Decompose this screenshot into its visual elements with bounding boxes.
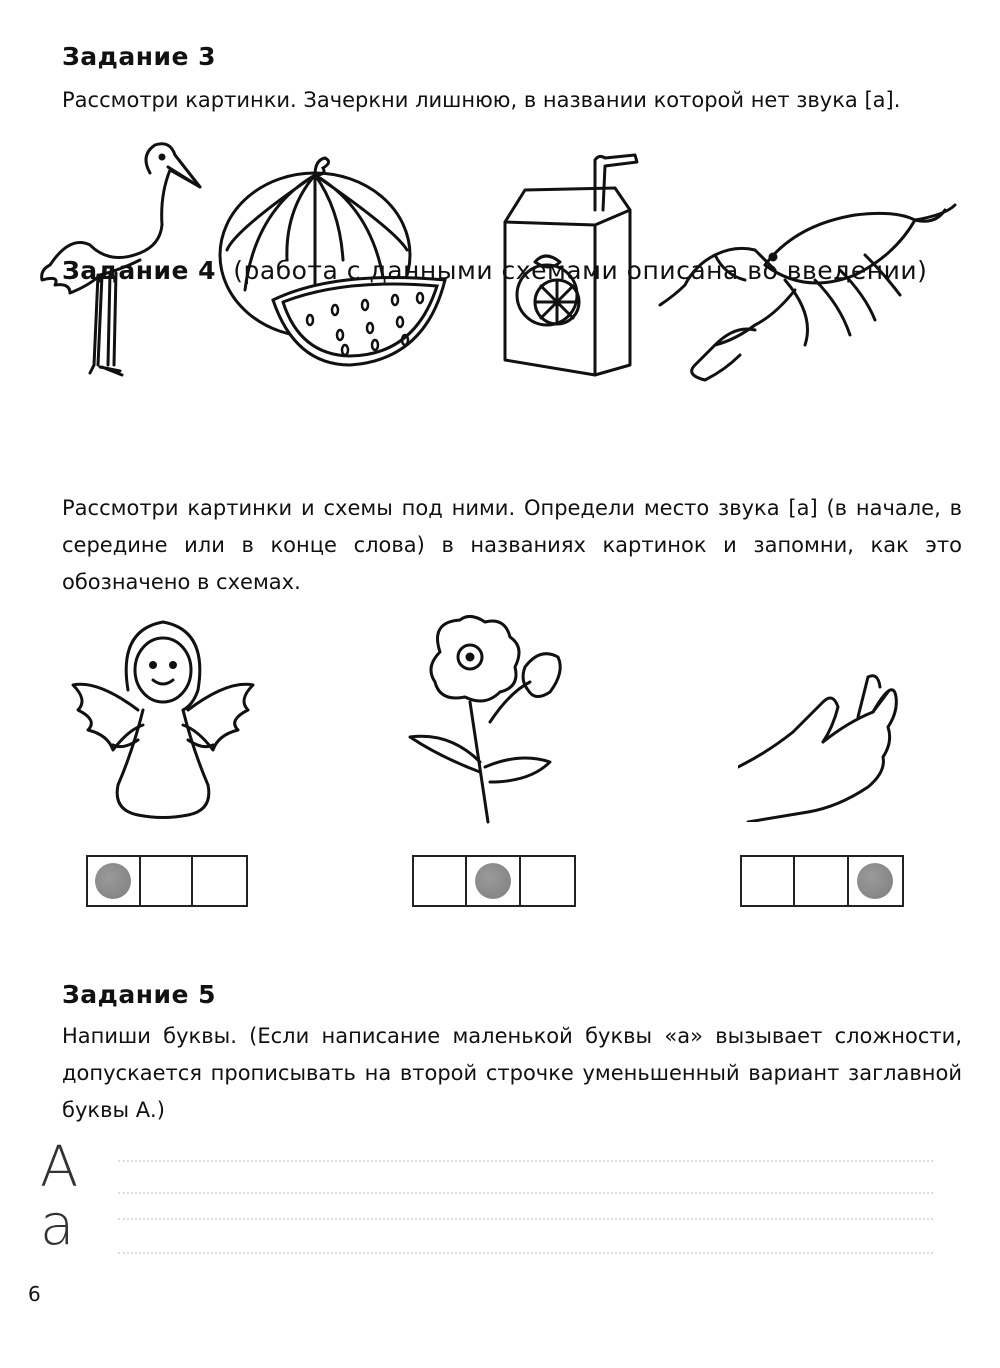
writing-line[interactable] xyxy=(118,1252,933,1254)
task4-instructions: Рассмотри картинки и схемы под ними. Определи место звука [а] (в начале, в середине или в конце слова) в названиях картинок и запомни, как это обозначено в схемах. xyxy=(62,496,962,594)
task4-title: Задание 4 (работа с данными схемами описана во введении) xyxy=(62,256,928,285)
writing-line[interactable] xyxy=(118,1218,933,1220)
task5-instructions: Напиши буквы. (Если написание маленькой буквы «а» вызывает сложности, допускается прописывать на второй строчке уменьшенный вариант заглавной буквы А.) xyxy=(62,1024,962,1122)
angel-icon[interactable] xyxy=(68,610,258,825)
sound-scheme-end xyxy=(740,855,904,907)
poppy-flower-icon[interactable] xyxy=(400,612,575,827)
writing-line[interactable] xyxy=(118,1160,933,1162)
task3-title: Задание 3 xyxy=(62,42,217,71)
scheme-cell xyxy=(193,857,246,905)
sound-dot xyxy=(475,863,511,899)
writing-line[interactable] xyxy=(118,1192,933,1194)
sound-dot xyxy=(857,863,893,899)
task3-instructions: Рассмотри картинки. Зачеркни лишнюю, в названии которой нет звука [а]. xyxy=(62,88,901,112)
lowercase-letter-sample: а xyxy=(40,1193,75,1258)
scheme-cell xyxy=(742,857,795,905)
sound-scheme-middle xyxy=(412,855,576,907)
scheme-cell xyxy=(849,857,902,905)
sound-dot xyxy=(95,863,131,899)
page-number: 6 xyxy=(28,1282,41,1306)
uppercase-letter-sample: А xyxy=(40,1135,79,1200)
sound-scheme-start xyxy=(86,855,248,907)
crayfish-icon[interactable] xyxy=(655,195,965,395)
task5-title: Задание 5 xyxy=(62,980,217,1009)
scheme-cell xyxy=(141,857,194,905)
scheme-cell xyxy=(88,857,141,905)
hand-icon[interactable] xyxy=(738,672,918,822)
scheme-cell xyxy=(467,857,520,905)
scheme-cell xyxy=(414,857,467,905)
task4-note: (работа с данными схемами описана во введении) xyxy=(233,256,928,285)
scheme-cell xyxy=(795,857,848,905)
scheme-cell xyxy=(521,857,574,905)
